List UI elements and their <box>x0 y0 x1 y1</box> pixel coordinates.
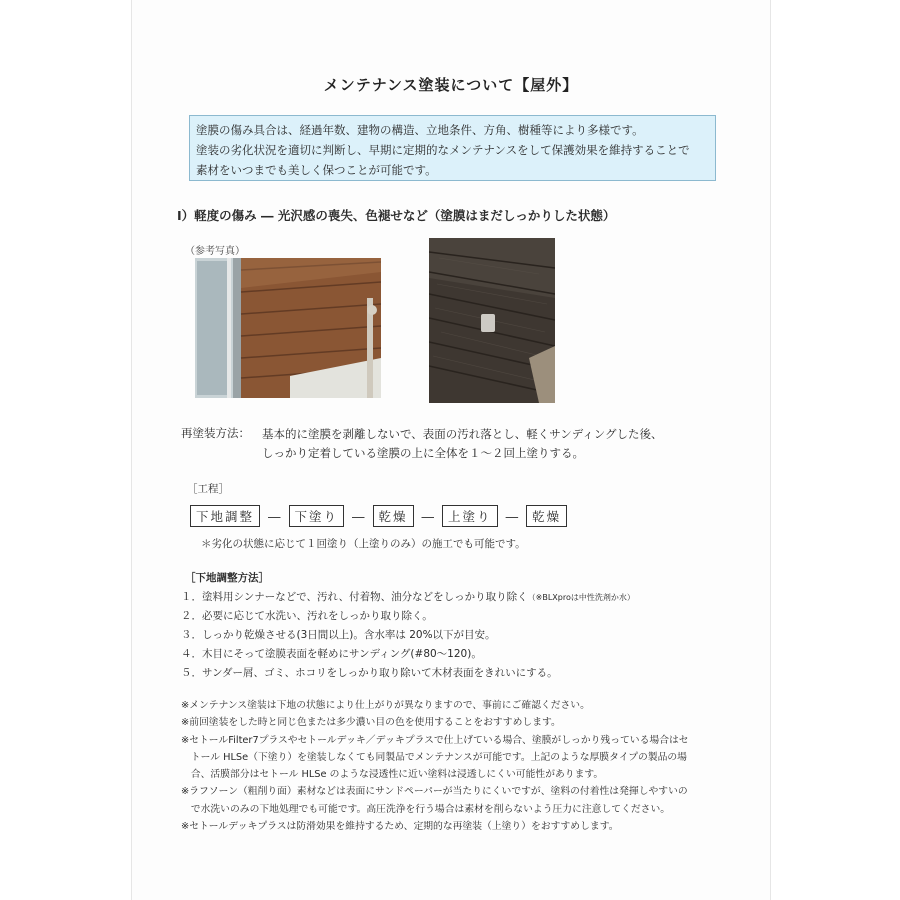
document-page <box>131 0 771 900</box>
note-line: ※前回塗装をした時と同じ色または多少濃い目の色を使用することをおすすめします。 <box>181 717 561 729</box>
process-dash: ― <box>421 508 435 524</box>
intro-line: 素材をいつまでも美しく保つことが可能です。 <box>196 163 437 177</box>
process-note: ＊劣化の状態に応じて１回塗り（上塗りのみ）の施工でも可能です。 <box>201 538 526 550</box>
note-line: 合、活膜部分はセトール HLSe のような浸透性に近い塗料は浸透しにくい可能性があります。 <box>181 769 604 781</box>
process-step: 上塗り <box>442 505 498 527</box>
process-step: 乾燥 <box>526 505 567 527</box>
note-line: トール HLSe（下塗り）を塗装しなくても同製品でメンテナンスが可能です。上記のような厚膜タイプの製品の場 <box>181 751 687 763</box>
prep-list <box>181 588 635 683</box>
process-step: 下塗り <box>289 505 345 527</box>
list-item: ２．必要に応じて水洗い、汚れをしっかり取り除く。 <box>181 610 433 622</box>
list-item <box>181 588 635 607</box>
process-dash: ― <box>505 508 519 524</box>
process-flow <box>190 505 567 527</box>
page-title: メンテナンス塗装について【屋外】 <box>323 76 579 94</box>
intro-line: 塗装の劣化状況を適切に判断し、早期に定期的なメンテナンスをして保護効果を維持することで <box>196 143 690 157</box>
process-step: 乾燥 <box>373 505 414 527</box>
note-line: ※メンテナンス塗装は下地の状態により仕上がりが異なりますので、事前にご確認ください。 <box>181 700 590 711</box>
intro-line: 塗膜の傷み具合は、経過年数、建物の構造、立地条件、方角、樹種等により多様です。 <box>196 123 644 137</box>
photo-caption: （参考写真） <box>185 246 245 257</box>
list-item: ５．サンダー屑、ゴミ、ホコリをしっかり取り除いて木材表面をきれいにする。 <box>181 667 558 679</box>
list-item: ４．木目にそって塗膜表面を軽めにサンディング(#80～120)。 <box>181 648 482 660</box>
reference-photo-weathered <box>429 238 555 403</box>
process-heading: ［工程］ <box>187 483 229 495</box>
section1-heading: Ⅰ）軽度の傷み ― 光沢感の喪失、色褪せなど（塗膜はまだしっかりした状態） <box>177 208 616 223</box>
reference-photo-siding <box>195 258 381 398</box>
prep-item-aside: （※BLXproは中性洗剤か水） <box>527 593 635 602</box>
method-line: しっかり定着している塗膜の上に全体を１～２回上塗りする。 <box>262 446 584 460</box>
notes-block <box>181 697 689 835</box>
process-step: 下地調整 <box>190 505 260 527</box>
process-dash: ― <box>268 508 281 524</box>
method-line: 基本的に塗膜を剥離しないで、表面の汚れ落とし、軽くサンディングした後、 <box>262 427 663 441</box>
note-line: で水洗いのみの下地処理でも可能です。高圧洗浄を行う場合は素材を削らないよう圧力に注意してください。 <box>181 803 671 815</box>
note-line: ※セトールデッキプラスは防滑効果を維持するため、定期的な再塗装（上塗り）をおすすめします。 <box>181 821 619 833</box>
list-item: ３．しっかり乾燥させる(3日間以上)。含水率は 20%以下が目安。 <box>181 629 496 641</box>
intro-box <box>189 115 716 181</box>
prep-heading: ［下地調整方法］ <box>185 572 269 584</box>
prep-item-text: １．塗料用シンナーなどで、汚れ、付着物、油分などをしっかり取り除く <box>181 591 528 603</box>
process-dash: ― <box>352 508 365 524</box>
method-label: 再塗装方法： <box>181 426 250 440</box>
method-description <box>262 425 663 463</box>
note-line: ※セトールFilter7プラスやセトールデッキ／デッキプラスで仕上げている場合、塗膜がしっかり残っている場合はセ <box>181 734 689 746</box>
note-line: ※ラフソーン（粗削り面）素材などは表面にサンドペーパーが当たりにくいですが、塗料の付着性は発揮しやすいの <box>181 786 688 798</box>
